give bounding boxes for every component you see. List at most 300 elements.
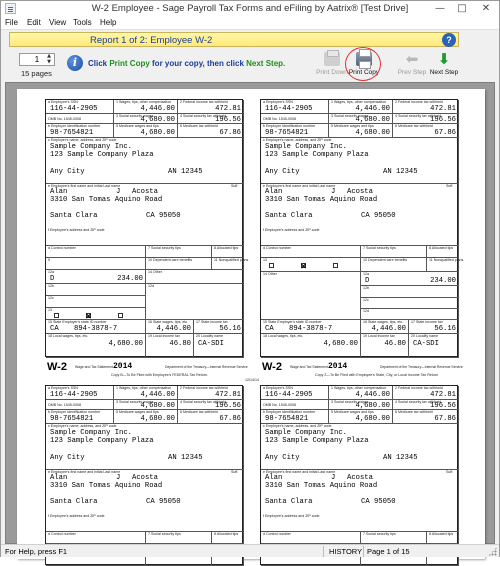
label-box5: 5 Medicare wages and tips [331, 124, 374, 128]
statutory-checkbox[interactable] [54, 313, 59, 318]
cell-box11 [212, 258, 249, 270]
cell-box14 [146, 270, 244, 284]
cell-box8 [212, 246, 244, 258]
cell-ein [46, 410, 114, 424]
menu-view[interactable]: View [49, 18, 67, 27]
label-control: d Control number [263, 532, 291, 536]
label-employee-address: f Employee's address and ZIP code [263, 228, 320, 232]
label-box12d: 12d [363, 309, 369, 313]
cell-box19 [146, 334, 194, 358]
cell-control [46, 246, 146, 258]
instruction-part2: for your copy, then click [149, 59, 247, 68]
label-box7: 7 Social security tips [148, 532, 181, 536]
value-employee-state-zip: CA 95050 [361, 498, 396, 506]
label-box3: 3 Social security wages [116, 400, 154, 404]
value-employer-street: 123 Sample Company Plaza [50, 437, 154, 445]
print-copy-highlight-circle [345, 47, 381, 81]
label-box9: 9 [48, 258, 50, 262]
cell-box4 [178, 114, 244, 124]
menu-help[interactable]: Help [100, 18, 117, 27]
value-box4: 196.56 [430, 116, 456, 124]
label-box12c: 12c [48, 296, 54, 300]
value-box19: 46.80 [384, 340, 406, 348]
value-first-name: Alan [50, 188, 68, 196]
w2-form-year: 2014 [113, 362, 133, 371]
value-last-name: Acosta [132, 188, 158, 196]
cell-box7 [361, 532, 427, 544]
label-box11: 11 Nonqualified plans [429, 258, 464, 262]
label-employer: c Employer's name, address, and ZIP code [48, 424, 117, 428]
label-box1: 1 Wages, tips, other compensation [331, 386, 387, 390]
label-box13: 13 [263, 258, 267, 262]
arrow-left-icon: ⬅ [405, 50, 419, 68]
label-box4: 4 Social security tax withheld [180, 400, 227, 404]
w2-form [260, 99, 464, 357]
label-ein: b Employer identification number [263, 124, 316, 128]
value-state-id: 894-3878-7 [74, 325, 118, 333]
value-box3: 4,680.00 [140, 402, 175, 410]
value-employee-street: 3310 San Tomas Aquino Road [265, 196, 378, 204]
cell-ssn [46, 386, 114, 400]
label-employee-address: f Employee's address and ZIP code [48, 228, 105, 232]
value-box5: 4,680.00 [355, 415, 390, 423]
cell-box3 [329, 400, 393, 410]
label-omb: OMB No. 1545-0008 [263, 403, 296, 407]
label-suff: Suff. [446, 184, 454, 188]
value-box5: 4,680.00 [355, 129, 390, 137]
cell-box14 [261, 272, 361, 320]
cell-box10 [361, 258, 427, 272]
cell-box9 [46, 258, 146, 270]
printer-icon [324, 52, 340, 66]
status-page: Page 1 of 15 [367, 547, 410, 556]
next-step-label: Next Step [429, 69, 459, 76]
label-employee: e Employee's first name and initial Last name [48, 184, 121, 188]
w2-form [45, 385, 243, 565]
label-box2: 2 Federal income tax withheld [180, 386, 228, 390]
label-box1: 1 Wages, tips, other compensation [331, 100, 387, 104]
value-employer-state-zip: AN 12345 [383, 454, 418, 462]
label-box17: 17 State income tax [196, 320, 228, 324]
value-box2: 472.81 [215, 105, 241, 113]
label-box12a: 12a [363, 272, 369, 276]
page-up-icon[interactable]: ▲ [47, 53, 51, 59]
value-state: CA [50, 325, 59, 333]
cell-box12d [146, 284, 244, 320]
cell-box18 [261, 334, 361, 358]
label-box4: 4 Social security tax withheld [180, 114, 227, 118]
label-box8: 8 Allocated tips [214, 246, 239, 250]
cell-box4 [393, 114, 459, 124]
value-first-name: Alan [50, 474, 68, 482]
w2-form-description: Wage and Tax Statement [290, 365, 328, 369]
label-ein: b Employer identification number [48, 124, 101, 128]
label-box6: 6 Medicare tax withheld [180, 410, 218, 414]
report-title: Report 1 of 2: Employee W-2 [90, 35, 213, 46]
value-first-name: Alan [265, 474, 283, 482]
label-box6: 6 Medicare tax withheld [180, 124, 218, 128]
minimize-button[interactable]: — [435, 3, 445, 14]
label-box13: 13 [48, 308, 52, 312]
w2-print-date: 12/14/14 [245, 378, 259, 382]
status-bar [1, 544, 499, 557]
label-box12b: 12b [48, 284, 54, 288]
value-employer-street: 123 Sample Company Plaza [265, 151, 369, 159]
cell-box12a [361, 272, 459, 286]
value-ssn: 116-44-2905 [50, 105, 98, 113]
cell-box7 [361, 246, 427, 258]
page-count: 15 pages [21, 69, 52, 78]
value-employer-city: Any City [265, 454, 300, 462]
label-ein: b Employer identification number [263, 410, 316, 414]
value-employee-street: 3310 San Tomas Aquino Road [265, 482, 378, 490]
value-last-name: Acosta [132, 474, 158, 482]
cell-employer [261, 138, 459, 184]
label-box5: 5 Medicare wages and tips [116, 410, 159, 414]
label-box6: 6 Medicare tax withheld [395, 124, 433, 128]
label-control: d Control number [48, 246, 76, 250]
label-box16: 16 State wages, tips, etc. [148, 320, 189, 324]
cell-box17 [409, 320, 459, 334]
cell-employee [261, 470, 459, 532]
cell-box11 [427, 258, 464, 272]
label-box10: 10 Dependent care benefits [148, 258, 193, 262]
label-box16: 16 State wages, tips, etc. [363, 320, 404, 324]
label-box2: 2 Federal income tax withheld [180, 100, 228, 104]
label-state: 15 State Employer's state ID number [48, 320, 107, 324]
cell-box12c [361, 298, 459, 309]
w2-form-description: Wage and Tax Statement [75, 365, 113, 369]
value-employer-street: 123 Sample Company Plaza [50, 151, 154, 159]
label-employee-address: f Employee's address and ZIP code [48, 514, 105, 518]
retirement-checkbox[interactable] [86, 313, 91, 318]
value-employee-city: Santa Clara [50, 212, 98, 220]
close-button[interactable]: ✕ [481, 3, 491, 14]
value-first-name: Alan [265, 188, 283, 196]
value-employee-city: Santa Clara [50, 498, 98, 506]
status-mode: HISTORY [329, 547, 363, 556]
status-help-text: For Help, press F1 [5, 547, 68, 556]
label-suff: Suff. [446, 470, 454, 474]
value-box4: 196.56 [430, 402, 456, 410]
value-employer-name: Sample Company Inc. [50, 143, 132, 151]
value-employee-street: 3310 San Tomas Aquino Road [50, 482, 163, 490]
w2-form-copy-note: Copy 2—To Be Filed with Employee's State, City, or Local Income Tax Return [315, 373, 438, 377]
value-box18: 4,680.00 [108, 340, 143, 348]
label-box4: 4 Social security tax withheld [395, 400, 442, 404]
label-box18: 18 Local wages, tips, etc. [48, 334, 89, 338]
value-employee-state-zip: CA 95050 [361, 212, 396, 220]
label-omb: OMB No. 1545-0008 [263, 117, 296, 121]
help-icon[interactable]: ? [442, 33, 456, 47]
label-box1: 1 Wages, tips, other compensation [116, 386, 172, 390]
value-initial: J [116, 474, 121, 482]
label-box5: 5 Medicare wages and tips [116, 124, 159, 128]
label-control: d Control number [48, 532, 76, 536]
cell-box8 [427, 246, 459, 258]
value-initial: J [116, 188, 121, 196]
cell-box7 [146, 532, 212, 544]
value-box6: 67.86 [219, 415, 241, 423]
cell-omb [261, 114, 329, 124]
statutory-checkbox[interactable] [269, 263, 274, 268]
value-initial: J [331, 188, 336, 196]
cell-box2 [178, 100, 244, 114]
cell-box12b [46, 284, 146, 296]
label-box8: 8 Allocated tips [214, 532, 239, 536]
value-employer-state-zip: AN 12345 [383, 168, 418, 176]
next-step-button[interactable] [427, 50, 461, 78]
value-ssn: 116-44-2905 [265, 105, 313, 113]
label-box17: 17 State income tax [411, 320, 443, 324]
value-employer-city: Any City [50, 168, 85, 176]
cell-employee [261, 184, 459, 246]
cell-control [261, 532, 361, 544]
value-box2: 472.81 [430, 105, 456, 113]
value-last-name: Acosta [347, 188, 373, 196]
value-initial: J [331, 474, 336, 482]
menu-file[interactable]: File [5, 18, 18, 27]
resize-grip-icon[interactable] [488, 547, 497, 556]
document-viewer[interactable] [5, 82, 495, 544]
value-box1: 4,446.00 [355, 391, 390, 399]
value-code12a: D [50, 275, 55, 283]
value-employer-state-zip: AN 12345 [168, 168, 203, 176]
info-icon: i [67, 55, 83, 71]
cell-box1 [329, 386, 393, 400]
label-box20: 20 Locality name [411, 334, 439, 338]
label-box3: 3 Social security wages [116, 114, 154, 118]
cell-box6 [393, 410, 459, 424]
value-amt12a: 234.00 [117, 275, 143, 283]
arrow-down-icon: ⬇ [437, 50, 451, 68]
label-box4: 4 Social security tax withheld [395, 114, 442, 118]
label-box14: 14 Other [263, 272, 277, 276]
value-box2: 472.81 [215, 391, 241, 399]
cell-box12d [361, 309, 459, 320]
label-employee: e Employee's first name and initial Last name [263, 184, 336, 188]
value-box4: 196.56 [215, 402, 241, 410]
prev-step-label: Prev Step [397, 69, 427, 76]
label-box3: 3 Social security wages [331, 114, 369, 118]
label-ssn: a Employee's SSN [263, 386, 293, 390]
cell-employer [46, 424, 244, 470]
value-box20: CA-SDI [413, 340, 439, 348]
cell-omb [46, 400, 114, 410]
value-employee-city: Santa Clara [265, 212, 313, 220]
label-box3: 3 Social security wages [331, 400, 369, 404]
label-box10: 10 Dependent care benefits [363, 258, 408, 262]
value-ein: 98-7654821 [50, 129, 94, 137]
value-employee-state-zip: CA 95050 [146, 498, 181, 506]
cell-box12b [361, 286, 459, 298]
cell-box12a [46, 270, 146, 284]
label-employer: c Employer's name, address, and ZIP code [263, 138, 332, 142]
label-state: 15 State Employer's state ID number [263, 320, 322, 324]
w2-form-department: Department of the Treasury—Internal Revenue Service [380, 365, 463, 369]
label-box2: 2 Federal income tax withheld [395, 100, 443, 104]
cell-box7 [146, 246, 212, 258]
w2-form-department: Department of the Treasury—Internal Revenue Service [165, 365, 248, 369]
menu-edit[interactable]: Edit [27, 18, 41, 27]
value-ein: 98-7654821 [50, 415, 94, 423]
retirement-checkbox[interactable] [301, 263, 306, 268]
cell-box8 [212, 532, 244, 544]
label-box12c: 12c [363, 298, 369, 302]
cell-ein [261, 410, 329, 424]
cell-employee [46, 470, 244, 532]
label-box14: 14 Other [148, 270, 162, 274]
value-box5: 4,680.00 [140, 129, 175, 137]
value-box18: 4,680.00 [323, 340, 358, 348]
cell-box19 [361, 334, 409, 358]
value-employer-state-zip: AN 12345 [168, 454, 203, 462]
cell-box1 [329, 100, 393, 114]
value-box3: 4,680.00 [355, 402, 390, 410]
cell-box17 [194, 320, 244, 334]
w2-form [45, 99, 249, 357]
cell-omb [261, 400, 329, 410]
cell-box18 [46, 334, 146, 358]
print-copy-label: Print Copy [348, 69, 380, 76]
value-last-name: Acosta [347, 474, 373, 482]
value-box17: 56.16 [434, 325, 456, 333]
third-party-checkbox[interactable] [118, 313, 123, 318]
label-ein: b Employer identification number [48, 410, 101, 414]
label-suff: Suff. [231, 184, 239, 188]
cell-box16 [146, 320, 194, 334]
label-suff: Suff. [231, 470, 239, 474]
label-box20: 20 Locality name [196, 334, 224, 338]
label-ssn: a Employee's SSN [48, 100, 78, 104]
menu-tools[interactable]: Tools [73, 18, 92, 27]
page-down-icon[interactable]: ▼ [47, 59, 51, 65]
cell-omb [46, 114, 114, 124]
status-separator [323, 546, 324, 557]
label-box12a: 12a [48, 270, 54, 274]
status-separator [363, 546, 364, 557]
label-box19: 19 Local income tax [148, 334, 180, 338]
label-box18: 18 Local wages, tips, etc. [263, 334, 304, 338]
cell-box3 [329, 114, 393, 124]
value-employee-street: 3310 San Tomas Aquino Road [50, 196, 163, 204]
cell-box5 [329, 410, 393, 424]
w2-form [260, 385, 458, 565]
print-download-label: Print Down [316, 69, 348, 76]
cell-box20 [194, 334, 244, 358]
cell-box1 [114, 386, 178, 400]
page-number-input[interactable]: 1 [19, 53, 55, 66]
value-employer-city: Any City [50, 454, 85, 462]
label-employee: e Employee's first name and initial Last name [263, 470, 336, 474]
cell-box8 [427, 532, 459, 544]
menu-bar [1, 16, 499, 30]
instruction-part1: Click [88, 59, 110, 68]
label-control: d Control number [263, 246, 291, 250]
cell-box2 [393, 100, 459, 114]
cell-state [46, 320, 146, 334]
value-box2: 472.81 [430, 391, 456, 399]
value-employer-name: Sample Company Inc. [265, 429, 347, 437]
instruction-text [88, 59, 285, 68]
value-box6: 67.86 [434, 415, 456, 423]
cell-ein [261, 124, 329, 138]
label-box11: 11 Nonqualified plans [214, 258, 249, 262]
value-box20: CA-SDI [198, 340, 224, 348]
cell-box20 [409, 334, 459, 358]
label-omb: OMB No. 1545-0008 [48, 117, 81, 121]
value-ein: 98-7654821 [265, 129, 309, 137]
title-bar [1, 1, 499, 16]
cell-box2 [178, 386, 244, 400]
cell-box16 [361, 320, 409, 334]
value-ein: 98-7654821 [265, 415, 309, 423]
cell-box3 [114, 400, 178, 410]
value-state-id: 894-3878-7 [289, 325, 333, 333]
w2-form-label: W-2 [262, 361, 282, 373]
cell-ssn [261, 386, 329, 400]
cell-box5 [114, 124, 178, 138]
label-ssn: a Employee's SSN [263, 100, 293, 104]
cell-box10 [146, 258, 212, 270]
value-state: CA [265, 325, 274, 333]
value-employer-name: Sample Company Inc. [265, 143, 347, 151]
value-employer-name: Sample Company Inc. [50, 429, 132, 437]
label-box12b: 12b [363, 286, 369, 290]
value-box3: 4,680.00 [355, 116, 390, 124]
cell-box6 [393, 124, 459, 138]
value-box19: 46.80 [169, 340, 191, 348]
w2-form-year: 2014 [328, 362, 348, 371]
maximize-button[interactable]: □ [457, 3, 467, 14]
cell-box2 [393, 386, 459, 400]
label-box2: 2 Federal income tax withheld [395, 386, 443, 390]
value-ssn: 116-44-2905 [50, 391, 98, 399]
cell-box1 [114, 100, 178, 114]
value-box16: 4,446.00 [371, 325, 406, 333]
cell-box3 [114, 114, 178, 124]
cell-box12c [46, 296, 146, 308]
cell-ssn [46, 100, 114, 114]
value-employee-city: Santa Clara [265, 498, 313, 506]
value-employee-state-zip: CA 95050 [146, 212, 181, 220]
value-ssn: 116-44-2905 [265, 391, 313, 399]
cell-control [46, 532, 146, 544]
value-box17: 56.16 [219, 325, 241, 333]
label-ssn: a Employee's SSN [48, 386, 78, 390]
label-box12d: 12d [148, 284, 154, 288]
cell-box4 [178, 400, 244, 410]
cell-control [261, 246, 361, 258]
cell-employer [261, 424, 459, 470]
label-box6: 6 Medicare tax withheld [395, 410, 433, 414]
third-party-checkbox[interactable] [333, 263, 338, 268]
cell-state [261, 320, 361, 334]
label-box19: 19 Local income tax [363, 334, 395, 338]
cell-ssn [261, 100, 329, 114]
value-box6: 67.86 [219, 129, 241, 137]
value-employer-street: 123 Sample Company Plaza [265, 437, 369, 445]
cell-employer [46, 138, 244, 184]
cell-box4 [393, 400, 459, 410]
value-box4: 196.56 [215, 116, 241, 124]
w2-form-label: W-2 [47, 361, 67, 373]
value-box5: 4,680.00 [140, 415, 175, 423]
label-box7: 7 Social security tips [148, 246, 181, 250]
cell-employee [46, 184, 244, 246]
cell-box5 [329, 124, 393, 138]
cell-box6 [178, 410, 244, 424]
